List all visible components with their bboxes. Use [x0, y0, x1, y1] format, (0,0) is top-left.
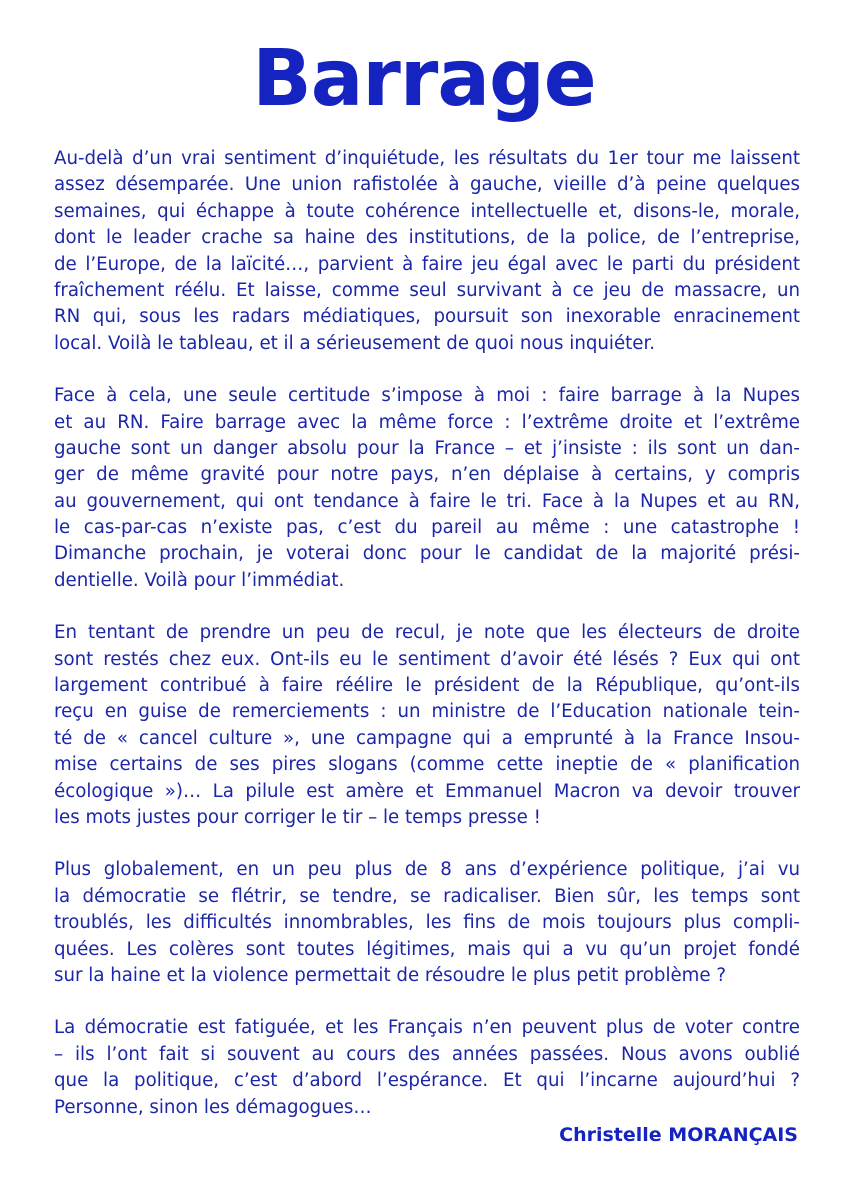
paragraph-4 [54, 857, 800, 989]
text-line: En tentant de prendre un peu de recul, je note que les électeurs de droite [54, 622, 800, 644]
text-line: Plus globalement, en un peu plus de 8 ans d’expérience politique, j’ai vu [54, 859, 800, 881]
page-title: Barrage [252, 34, 596, 124]
text-line: sur la haine et la violence permettait de résoudre le plus petit problème ? [54, 964, 727, 986]
paragraph-2 [54, 383, 800, 594]
text-line: dont le leader crache sa haine des institutions, de la police, de l’entreprise, [54, 227, 800, 249]
text-line: local. Voilà le tableau, et il a sérieusement de quoi nous inquiéter. [54, 332, 656, 354]
text-line: Face à cela, une seule certitude s’impose à moi : faire barrage à la Nupes [54, 385, 800, 407]
text-line: largement contribué à faire réélire le président de la République, qu’ont-ils [54, 675, 800, 697]
text-line: ger de même gravité pour notre pays, n’en déplaise à certains, y compris [54, 464, 800, 486]
paragraph-5 [54, 1015, 800, 1121]
text-line: reçu en guise de remerciements : un ministre de l’Education nationale tein- [54, 701, 800, 723]
text-line: écologique »)… La pilule est amère et Emmanuel Macron va devoir trouver [54, 780, 800, 802]
text-line: troublés, les difficultés innombrables, les fins de mois toujours plus compli- [54, 912, 800, 934]
text-line: té de « cancel culture », une campagne qui a emprunté à la France Insou- [54, 727, 800, 749]
text-line: fraîchement réélu. Et laisse, comme seul survivant à ce jeu de massacre, un [54, 279, 800, 301]
text-line: – ils l’ont fait si souvent au cours des années passées. Nous avons oublié [54, 1043, 800, 1065]
text-line: semaines, qui échappe à toute cohérence intellectuelle et, disons-le, morale, [54, 200, 800, 222]
text-line: RN qui, sous les radars médiatiques, poursuit son inexorable enracinement [54, 306, 800, 328]
text-line: Personne, sinon les démagogues… [54, 1096, 372, 1118]
text-line: de l’Europe, de la laïcité…, parvient à faire jeu égal avec le parti du président [54, 253, 800, 275]
text-line: que la politique, c’est d’abord l’espérance. Et qui l’incarne aujourd’hui ? [54, 1070, 800, 1092]
paragraph-3 [54, 620, 800, 831]
author-signature: Christelle MORANÇAIS [559, 1124, 798, 1146]
text-line: assez désemparée. Une union rafistolée à gauche, vieille d’à peine quelques [54, 174, 800, 196]
text-line: La démocratie est fatiguée, et les Français n’en peuvent plus de voter contre [54, 1017, 800, 1039]
paragraph-1 [54, 146, 800, 357]
text-line: Au-delà d’un vrai sentiment d’inquiétude, les résultats du 1er tour me laissent [54, 148, 800, 169]
text-line: quées. Les colères sont toutes légitimes, mais qui a vu qu’un projet fondé [54, 938, 800, 960]
text-line: gauche sont un danger absolu pour la France – et j’insiste : ils sont un dan- [54, 437, 800, 459]
text-line: mise certains de ses pires slogans (comme cette ineptie de « planification [54, 754, 800, 776]
text-line: Dimanche prochain, je voterai donc pour le candidat de la majorité prési- [54, 543, 800, 565]
text-line: et au RN. Faire barrage avec la même force : l’extrême droite et l’extrême [54, 411, 800, 433]
text-line: les mots justes pour corriger le tir – le temps presse ! [54, 806, 541, 828]
text-line: le cas-par-cas n’existe pas, c’est du pareil au même : une catastrophe ! [54, 517, 800, 539]
article-body [54, 146, 800, 1147]
text-line: dentielle. Voilà pour l’immédiat. [54, 569, 345, 591]
text-line: la démocratie se flétrir, se tendre, se radicaliser. Bien sûr, les temps sont [54, 885, 800, 907]
text-line: au gouvernement, qui ont tendance à faire le tri. Face à la Nupes et au RN, [54, 490, 800, 512]
text-line: sont restés chez eux. Ont-ils eu le sentiment d’avoir été lésés ? Eux qui ont [54, 648, 800, 670]
